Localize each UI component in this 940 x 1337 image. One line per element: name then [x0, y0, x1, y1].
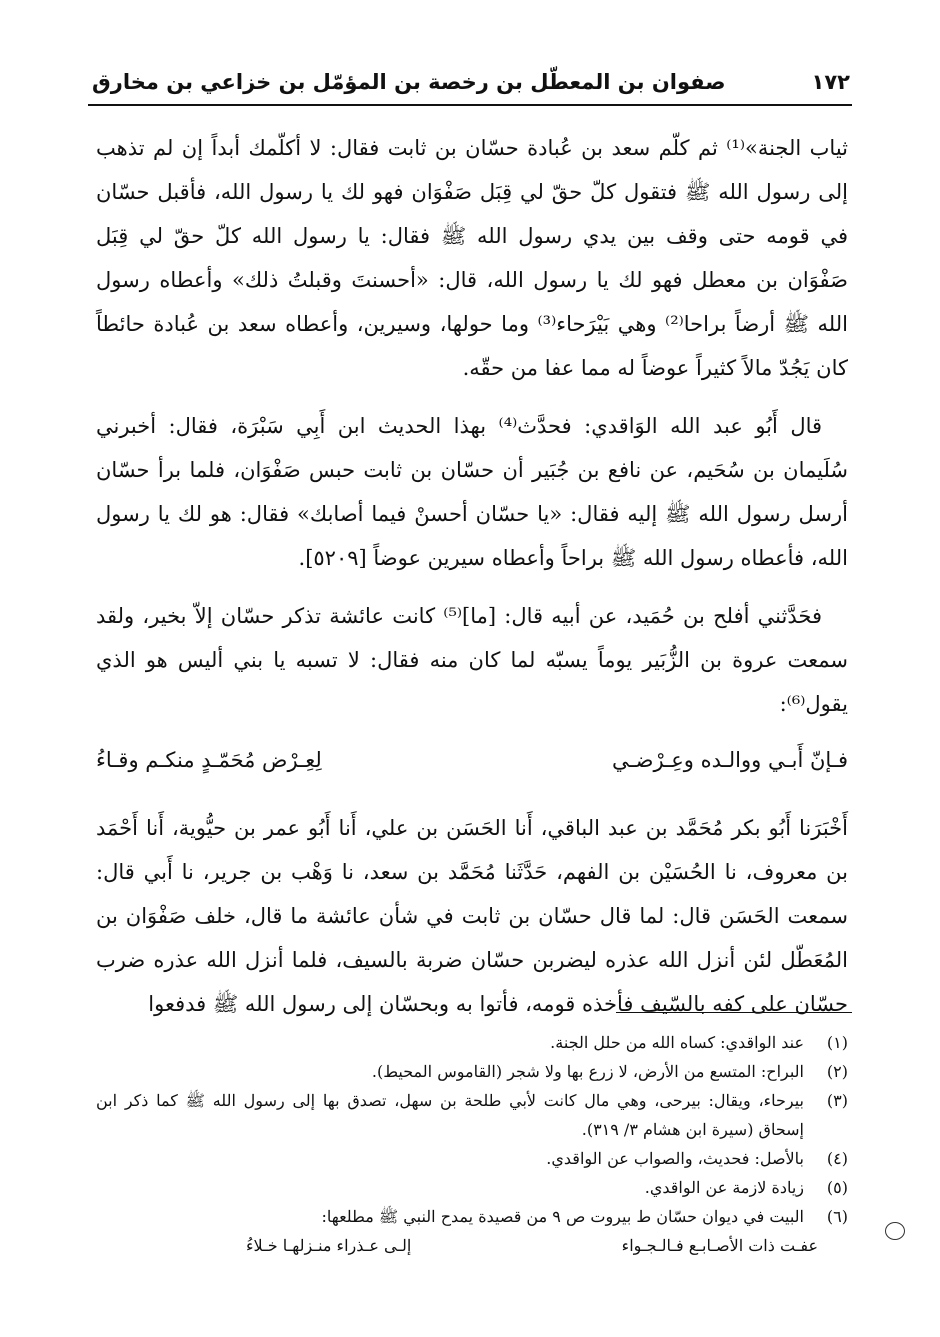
running-title: صفوان بن المعطّل بن رخصة بن المؤمّل بن خزاعي بن مخارق — [92, 70, 726, 94]
footnote-number: (٢) — [826, 1062, 848, 1081]
page-header — [92, 62, 850, 102]
page-number: ١٧٢ — [811, 70, 850, 94]
verse-hemistich-2: لِعِـرْض مُحَمّـدٍ منكـم وقـاءُ — [96, 748, 322, 772]
footnote-text: بيرحاء، ويقال: بيرحى، وهي مال كانت لأبي طلحة بن سهل، تصدق بها إلى رسول الله ﷺ كما ذكر ابن إسحاق (سيرة ابن هشام ٣/ ٣١٩). — [96, 1091, 805, 1139]
footnote-number: (١) — [826, 1033, 848, 1052]
paragraph-1: ثياب الجنة»⁽¹⁾ ثم كلّم سعد بن عُبادة حسّان بن ثابت فقال: لا أكلّمك أبداً إن لم تذهب إلى رسول الله ﷺ فتقول كلّ حقّ لي قِبَل صَفْوَان فهو لك يا رسول الله، فأقبل حسّان في قومه حتى وقف بين يدي رسول الله ﷺ فقال: يا رسول الله كلّ حقّ لي قِبَل صَفْوَان بن معطل فهو لك يا رسول الله، قال: «أحسنتَ وقبلتُ ذلك» وأعطاه رسول الله ﷺ أرضاً براحا⁽²⁾ وهي بَيْرَحاء⁽³⁾ وما حولها، وسيرين، وأعطاه سعد بن عُبادة حائطاً كان يَجُدّ مالاً كثيراً عوضاً له مما عفا من حقّه. — [96, 136, 849, 380]
footnotes — [96, 1028, 848, 1260]
footnote-2 — [96, 1057, 848, 1086]
footnote-3 — [96, 1086, 848, 1144]
footnote-1 — [96, 1028, 848, 1057]
footnote-text: زيادة لازمة عن الواقدي. — [644, 1178, 804, 1197]
verse-hemistich-1: فـإنّ أَبـي ووالـده وعِـرْضـي — [612, 748, 848, 772]
footnote-number: (٣) — [826, 1091, 848, 1110]
footnote-4 — [96, 1144, 848, 1173]
footnote-number: (٥) — [826, 1178, 848, 1197]
paragraph-2: قال أَبُو عبد الله الوَاقدي: فحدَّث⁽⁴⁾ بهذا الحديث ابن أَبِي سَبْرَة، فقال: أخبرني سُلَيمان بن سُحَيم، عن نافع بن جُبَير أن حسّان بن ثابت حبس صَفْوَان، فلما برأ حسّان أرسل رسول الله ﷺ إليه فقال: «يا حسّان أحسنْ فيما أصابك» فقال: هو لك يا رسول الله، فأعطاه رسول الله ﷺ براحاً وأعطاه سيرين عوضاً [٥٢٠٩]. — [96, 414, 848, 570]
footnote-separator — [616, 1012, 852, 1013]
footnote-verse-hemistich-1: عفـت ذات الأصـابـع فـالـجـواء — [621, 1236, 818, 1255]
header-rule — [88, 104, 852, 106]
paragraph-4: أَخْبَرَنا أَبُو بكر مُحَمَّد بن عبد الباقي، أَنا الحَسَن بن علي، أَنا أَبُو عمر بن حيُّوية، أَنا أَحْمَد بن معروف، نا الحُسَيْن بن الفهم، حَدَّثَنا مُحَمَّد بن سعد، نا وَهْب بن جرير، نا أَبي قال: سمعت الحَسَن قال: لما قال حسّان بن ثابت في شأن عائشة ما قال، خلف صَفْوَان بن المُعَطّل لئن أنزل الله عذره ليضربن حسّان ضربة بالسيف، فلما أنزل الله عذره ضرب حسّان على كفه بالسّيف فأخذه قومه، فأتوا به وبحسّان إلى رسول الله ﷺ فدفعوا — [96, 816, 848, 1016]
margin-mark-icon — [885, 1222, 905, 1240]
footnote-5 — [96, 1173, 848, 1202]
footnote-number: (٦) — [826, 1207, 848, 1226]
footnote-text: عند الواقدي: كساه الله من حلل الجنة. — [550, 1033, 804, 1052]
footnote-number: (٤) — [826, 1149, 848, 1168]
footnote-text: بالأصل: فحديث، والصواب عن الواقدي. — [546, 1149, 804, 1168]
footnote-text: البيت في ديوان حسّان ط بيروت ص ٩ من قصيدة يمدح النبي ﷺ مطلعها: — [321, 1207, 804, 1226]
footnote-verse — [96, 1231, 848, 1260]
paragraph-3: فحَدَّثني أفلح بن حُمَيد، عن أبيه قال: [ما]⁽⁵⁾ كانت عائشة تذكر حسّان إلاّ بخير، ولقد سمعت عروة بن الزُّبَير يوماً يسبّه لما كان منه فقال: لا تسبه يا بني أليس هو الذي يقول⁽⁶⁾: — [96, 604, 848, 716]
poem-verse — [96, 740, 848, 780]
footnote-verse-hemistich-2: إلـى عـذراء منـزلهـا خـلاءُ — [246, 1236, 412, 1255]
footnote-6 — [96, 1202, 848, 1231]
footnote-text: البراح: المتسع من الأرض، لا زرع بها ولا شجر (القاموس المحيط). — [371, 1062, 804, 1081]
main-text — [96, 126, 848, 1040]
